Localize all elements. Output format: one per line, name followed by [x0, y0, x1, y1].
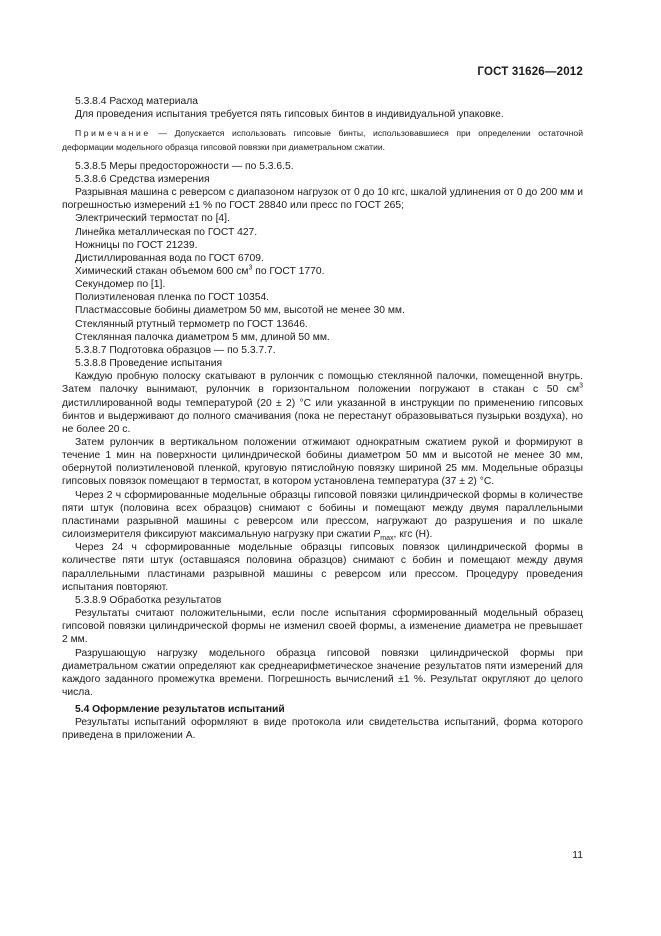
subsection-title: 5.3.8.7 Подготовка образцов — по 5.3.7.7.: [75, 344, 276, 356]
subsection-title: 5.3.8.4 Расход материала: [75, 96, 198, 107]
standard-header: ГОСТ 31626—2012: [477, 66, 583, 78]
list-item: Химический стакан объемом 600 $см^3$ по ГОСТ 1770.: [75, 264, 325, 277]
section-title: 5.4 Оформление результатов испытаний: [75, 704, 285, 716]
subsection-title: 5.3.8.9 Обработка результатов: [75, 594, 222, 606]
subsection-title: 5.3.8.5 Меры предосторожности — по 5.3.6.5.: [75, 160, 294, 172]
list-item: Ножницы по ГОСТ 21239.: [75, 239, 198, 251]
subsection-title: 5.3.8.6 Средства измерения: [75, 173, 210, 185]
paragraph: Затем рулончик в вертикальном положении отжимают однократным сжатием рукой и формируют в течение 1 мин на поверхности цилиндрической бобины диаметром 50 мм и высотой не менее 30 мм, обернутой полиэтиленовой пленкой, круговую пятислойную повязку шириной 25 мм. Модельные образцы гипсовых повязок помещают в термостат, в котором установлена температура (37 ± 2) °С.: [62, 437, 583, 488]
paragraph: Для проведения испытания требуется пять гипсовых бинтов в индивидуальной упаковке.: [75, 109, 504, 121]
list-item: Стеклянная палочка диаметром 5 мм, длиной 50 мм.: [75, 331, 330, 343]
subsection-title: 5.3.8.8 Проведение испытания: [75, 358, 223, 370]
note-text: — Допускается использовать гипсовые бинты, использовавшиеся при определении остаточной деформации модельного образца гипсовой повязки при диаметральном сжатии.: [62, 128, 583, 152]
page-number: 11: [572, 850, 583, 861]
paragraph: Результаты считают положительными, если после испытания сформированный модельный образец гипсовой повязки цилиндрической формы не изменил своей формы, а изменение диаметра не превышает 2 мм.: [62, 608, 583, 646]
list-item: Полиэтиленовая пленка по ГОСТ 10354.: [75, 292, 270, 304]
list-item: Дистиллированная вода по ГОСТ 6709.: [75, 252, 264, 264]
list-item: Электрический термостат по [4].: [75, 213, 230, 225]
paragraph: Через 24 ч сформированные модельные образцы гипсовых повязок цилиндрической формы в количестве пяти штук (оставшаяся половина образцов) снимают с бобин и помещают между двумя параллельными пластинами разрывной машины с реверсом или прессом. Процедуру проведения испытания повторяют.: [62, 542, 583, 593]
list-item: Линейка металлическая по ГОСТ 427.: [75, 226, 258, 238]
paragraph: Разрывная машина с реверсом с диапазоном нагрузок от 0 до 10 кгс, шкалой удлинения от 0 до 200 мм и погрешностью измерений ±1 % по ГОСТ 28840 или пресс по ГОСТ 265;: [62, 187, 583, 212]
note-label: Примечание: [75, 128, 151, 139]
list-item: Пластмассовые бобины диаметром 50 мм, высотой не менее 30 мм.: [75, 305, 405, 317]
list-item: Стеклянный ртутный термометр по ГОСТ 13646.: [75, 318, 308, 330]
paragraph: Каждую пробную полоску скатывают в рулончик с помощью стеклянной палочки, помещенной внутрь. Затем палочку вынимают, рулончик в горизонтальном положении погружают в стакан с 50 $см^3$ дистиллированной воды температурой (20 ± 2) °С или указанной в инструкции по применению гипсовых бинтов и выдерживают до полного смачивания (пока не перестанут образовываться пузырьки воздуха), но не более 20 с.: [62, 371, 583, 435]
document-body: [62, 95, 583, 743]
paragraph: Разрушающую нагрузку модельного образца гипсовой повязки цилиндрической формы при диаметральном сжатии определяют как среднеарифметическое значение результатов пяти измерений для каждого заданного промежутка времени. Погрешность вычислений ±1 %. Результат округляют до целого числа.: [62, 647, 583, 698]
paragraph: Результаты испытаний оформляют в виде протокола или свидетельства испытаний, форма которого приведена в приложении А.: [62, 717, 583, 742]
list-item: Секундомер по [1].: [75, 279, 166, 291]
note: [62, 127, 583, 153]
paragraph: Через 2 ч сформированные модельные образцы гипсовой повязки цилиндрической формы в количестве пяти штук (половина всех образцов) снимают с бобины и помещают между двумя параллельными пластинами разрывной машины с реверсом или прессом, нагружают до разрушения и по шкале силоизмерителя фиксируют максимальную нагрузку при сжатии $P_{max}$, кгс (Н).: [62, 489, 583, 543]
